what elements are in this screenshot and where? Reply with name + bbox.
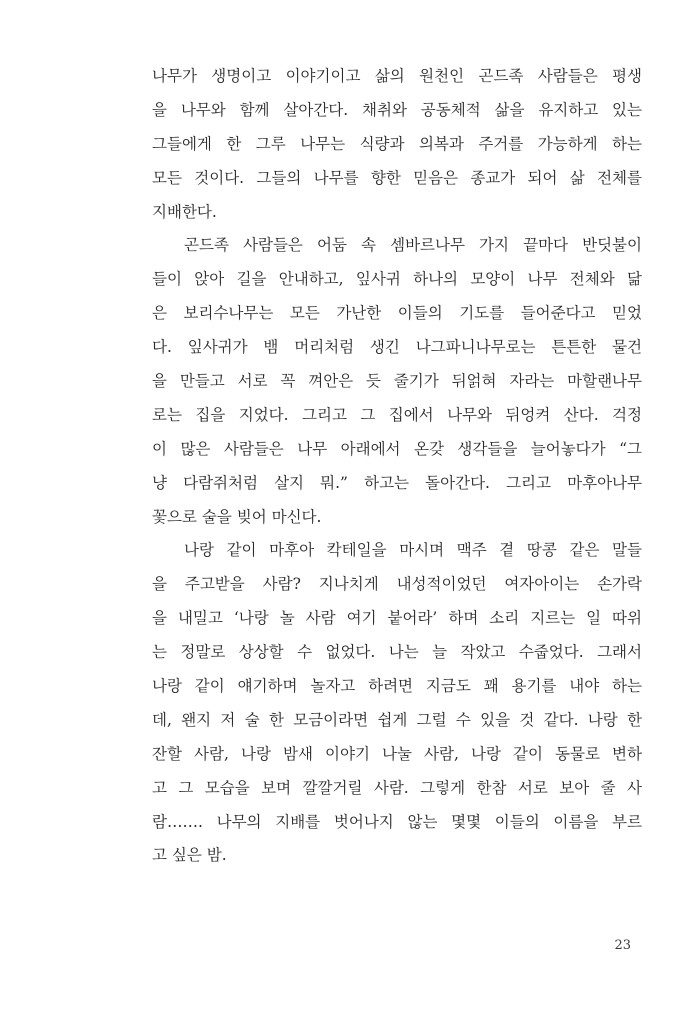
text-line: 냥 다람쥐처럼 살지 뭐.” 하고는 돌아간다. 그리고 마후아나무 (152, 473, 642, 492)
text-line: 고 그 모습을 보며 깔깔거릴 사람. 그렇게 한참 서로 보아 줄 사 (152, 778, 642, 797)
text-line: 로는 집을 지었다. 그리고 그 집에서 나무와 뒤엉켜 산다. 걱정 (152, 405, 642, 424)
text-line: 나무가 생명이고 이야기이고 삶의 원천인 곤드족 사람들은 평생 (152, 67, 642, 85)
text-line: 잔할 사람, 나랑 밤새 이야기 나눌 사람, 나랑 같이 동물로 변하 (152, 744, 642, 763)
text-line: 람……. 나무의 지배를 벗어나지 않는 몇몇 이들의 이름을 부르 (152, 812, 642, 831)
text-line: 을 주고받을 사람? 지나치게 내성적이었던 여자아이는 손가락 (152, 575, 642, 594)
text-line: 꽃으로 술을 빚어 마신다. (152, 507, 322, 526)
text-line: 이 많은 사람들은 나무 아래에서 온갖 생각들을 늘어놓다가 “그 (152, 439, 642, 458)
text-line: 모든 것이다. 그들의 나무를 향한 믿음은 종교가 되어 삶 전체를 (152, 168, 642, 187)
text-line: 는 정말로 상상할 수 없었다. 나는 늘 작았고 수줍었다. 그래서 (152, 643, 642, 662)
text-line: 을 만들고 서로 꼭 껴안은 듯 줄기가 뒤얽혀 자라는 마할랜나무 (152, 372, 642, 391)
text-line: 곤드족 사람들은 어둠 속 셈바르나무 가지 끝마다 반딧불이 (184, 236, 642, 255)
text-line: 그들에게 한 그루 나무는 식량과 의복과 주거를 가능하게 하는 (152, 134, 642, 153)
text-line: 나랑 같이 마후아 칵테일을 마시며 맥주 곁 땅콩 같은 말들 (184, 541, 642, 560)
text-line: 들이 앉아 길을 안내하고, 잎사귀 하나의 모양이 나무 전체와 닮 (152, 270, 642, 289)
text-line: 다. 잎사귀가 뱀 머리처럼 생긴 나그파니나무로는 튼튼한 물건 (152, 338, 642, 357)
text-line: 을 내밀고 ‘나랑 놀 사람 여기 붙어라’ 하며 소리 지르는 일 따위 (152, 609, 642, 628)
text-line: 지배한다. (152, 202, 217, 221)
text-line: 데, 왠지 저 술 한 모금이라면 쉽게 그럴 수 있을 것 같다. 나랑 한 (152, 710, 642, 729)
text-line: 을 나무와 함께 살아간다. 채취와 공동체적 삶을 유지하고 있는 (152, 100, 642, 119)
text-line: 나랑 같이 얘기하며 놀자고 하려면 지금도 꽤 용기를 내야 하는 (152, 677, 642, 696)
text-line: 은 보리수나무는 모든 가난한 이들의 기도를 들어준다고 믿었 (152, 304, 642, 323)
text-line: 고 싶은 밤. (152, 846, 227, 865)
page-number: 23 (614, 938, 631, 953)
body-text (152, 60, 642, 873)
